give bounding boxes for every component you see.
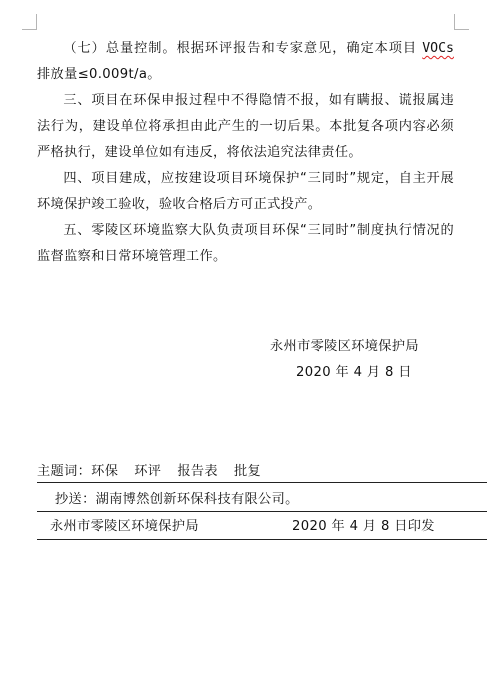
subject-label: 主题词： (37, 464, 92, 479)
print-info-row (50, 515, 450, 534)
subject-terms-row (37, 460, 277, 479)
paragraph-total-control[interactable] (37, 36, 454, 88)
crop-mark-top-left (36, 14, 37, 30)
subject-term: 环保 (91, 464, 119, 479)
divider-line (37, 482, 487, 483)
paragraph-four[interactable]: 四、项目建成，应按建设项目环境保护“三同时”规定，自主开展环境保护竣工验收，验收合格后方可正式投产。 (37, 171, 454, 212)
misspelled-word[interactable]: VOCs (422, 41, 454, 56)
print-date: 2020 年 4 月 8 日印发 (292, 519, 435, 534)
signature-date: 2020 年 4 月 8 日 (296, 365, 412, 380)
subject-term: 环评 (134, 464, 162, 479)
divider-line (37, 511, 487, 512)
paragraph-text: （七）总量控制。根据环评报告和专家意见，确定本项目 (63, 41, 423, 56)
document-body[interactable] (37, 36, 454, 270)
crop-mark-top-right (454, 14, 455, 30)
crop-mark-top-left (22, 29, 37, 30)
paragraph-five[interactable]: 五、零陵区环境监察大队负责项目环保“三同时”制度执行情况的监督监察和日常环境管理工作。 (37, 223, 454, 264)
crop-mark-top-right (454, 29, 469, 30)
print-organization: 永州市零陵区环境保护局 (50, 519, 199, 534)
signature-organization: 永州市零陵区环境保护局 (270, 339, 419, 354)
paragraph-three[interactable]: 三、项目在环保申报过程中不得隐情不报，如有瞒报、谎报属违法行为，建设单位将承担由此产生的一切后果。本批复各项内容必须严格执行，建设单位如有违反，将依法追究法律责任。 (37, 93, 454, 160)
subject-term: 批复 (233, 464, 262, 479)
divider-line (37, 539, 487, 540)
subject-term: 报告表 (177, 464, 218, 479)
cc-line: 抄送：湖南博然创新环保科技有限公司。 (55, 492, 299, 507)
paragraph-text: 排放量≤0.009t/a。 (37, 67, 161, 82)
